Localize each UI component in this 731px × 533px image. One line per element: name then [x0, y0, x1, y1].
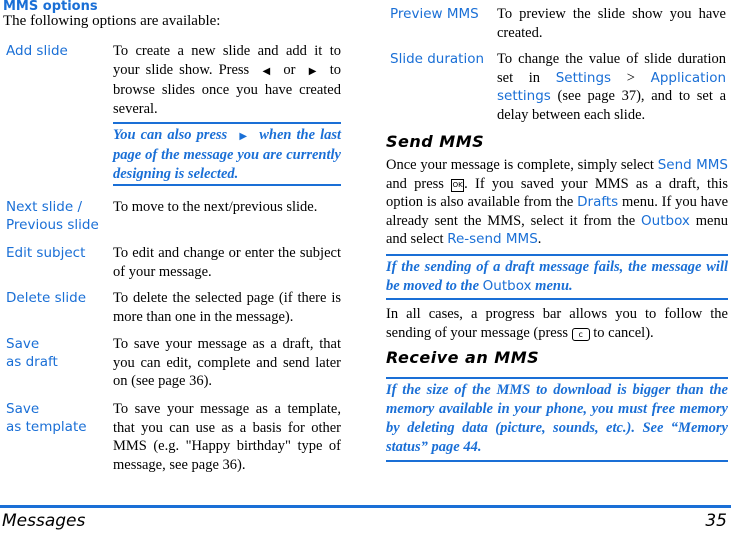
- term-save-template: [6, 400, 106, 436]
- footer-rule: [0, 505, 731, 508]
- section-intro: The following options are available:: [3, 13, 221, 29]
- left-arrow-icon: ◀: [262, 65, 271, 77]
- note-bottom-rule: [113, 184, 341, 186]
- gt-separator: >: [626, 69, 635, 86]
- note-add-slide-a: You can also press: [113, 127, 228, 143]
- resend-mms-link: Re-send MMS: [447, 231, 538, 247]
- send-p1-a: Once your message is complete, simply select: [386, 157, 654, 173]
- desc-save-draft: To save your message as a draft, that you can edit, complete and send later on (see page 36).: [113, 336, 341, 389]
- c-key-icon: c: [572, 328, 590, 341]
- send-p1-f: .: [537, 231, 542, 247]
- desc-edit-subject: To edit and change or enter the subject of your message.: [113, 245, 341, 280]
- right-arrow-icon: ▶: [239, 131, 248, 142]
- send-note-b: menu.: [535, 278, 573, 294]
- outbox-link: Outbox: [641, 212, 690, 229]
- term-save-draft: [6, 335, 106, 371]
- note-add-slide: [113, 126, 341, 184]
- term-save-draft-b: as draft: [6, 354, 58, 370]
- term-add-slide: Add slide: [6, 43, 68, 59]
- send-p1-c: . If you saved your MMS as a draft, this option is also available from the: [386, 175, 728, 210]
- drafts-link: Drafts: [577, 194, 619, 210]
- send-p1-b: and press: [386, 175, 444, 192]
- desc-add-slide: [113, 42, 341, 118]
- send-p1-e: menu and select: [386, 212, 728, 247]
- receive-mms-heading: Receive an MMS: [386, 348, 540, 367]
- term-next-slide: Next slide / Previous slide: [6, 199, 99, 233]
- term-save-draft-a: Save: [6, 336, 40, 352]
- note-top-rule: [113, 122, 341, 124]
- send-mms-link: Send MMS: [657, 157, 728, 173]
- desc-add-slide-b: to browse slides once you have created several.: [113, 61, 342, 117]
- footer-chapter: Messages: [2, 511, 86, 531]
- desc-next-slide: To move to the next/previous slide.: [113, 199, 318, 215]
- send-note: [386, 258, 728, 296]
- application-settings-link: Application settings: [497, 69, 727, 104]
- send-mms-heading: Send MMS: [386, 132, 485, 151]
- receive-note-top-rule: [386, 377, 728, 379]
- settings-link: Settings: [555, 69, 612, 86]
- term-save-template-b: as template: [6, 419, 87, 435]
- send-p1-d: menu. If you have already sent the MMS, select it from the: [386, 194, 729, 229]
- note-add-slide-b: when the last page of the message you are currently designing is selected.: [113, 127, 342, 182]
- send-mms-paragraph: [386, 156, 728, 249]
- desc-slide-duration-b: (see page 37), and to set a delay between each slide.: [497, 88, 727, 123]
- term-edit-subject: Edit subject: [6, 245, 86, 261]
- term-preview-mms: Preview MMS: [390, 6, 479, 22]
- send-note-top-rule: [386, 254, 728, 256]
- desc-delete-slide: To delete the selected page (if there is more than one in the message).: [113, 290, 341, 325]
- term-slide-duration: Slide duration: [390, 51, 485, 67]
- send-note-bottom-rule: [386, 298, 728, 300]
- right-arrow-icon: ▶: [308, 65, 317, 77]
- desc-preview-mms: To preview the slide show you have created.: [497, 6, 726, 41]
- desc-slide-duration-a: To change the value of slide duration set in: [497, 51, 726, 86]
- receive-note: If the size of the MMS to download is bigger than the memory available in your phone, you must free memory by deleting data (picture, sounds, etc.). See “Memory status” page 44.: [386, 382, 728, 455]
- section-title: MMS options: [3, 0, 98, 14]
- receive-note-bottom-rule: [386, 460, 728, 462]
- ok-key-icon: OK: [451, 179, 464, 192]
- desc-slide-duration: [497, 50, 726, 124]
- desc-save-template: To save your message as a template, that you can use as a basis for other MMS (e.g. "Happy birthday" type of message, see page 36).: [113, 401, 341, 473]
- send-p2-a: In all cases, a progress bar allows you to follow the sending of your message (press: [386, 306, 728, 341]
- send-note-a: If the sending of a draft message fails, the message will be moved to the: [386, 259, 728, 294]
- footer-page-number: 35: [705, 511, 727, 531]
- desc-add-slide-or: or: [283, 61, 296, 78]
- term-delete-slide: Delete slide: [6, 290, 87, 306]
- progress-paragraph: [386, 305, 728, 342]
- send-note-outbox: Outbox: [482, 278, 532, 294]
- term-save-template-a: Save: [6, 401, 40, 417]
- desc-add-slide-a: To create a new slide and add it to your slide show. Press: [113, 43, 341, 78]
- send-p2-b: to cancel).: [593, 324, 654, 341]
